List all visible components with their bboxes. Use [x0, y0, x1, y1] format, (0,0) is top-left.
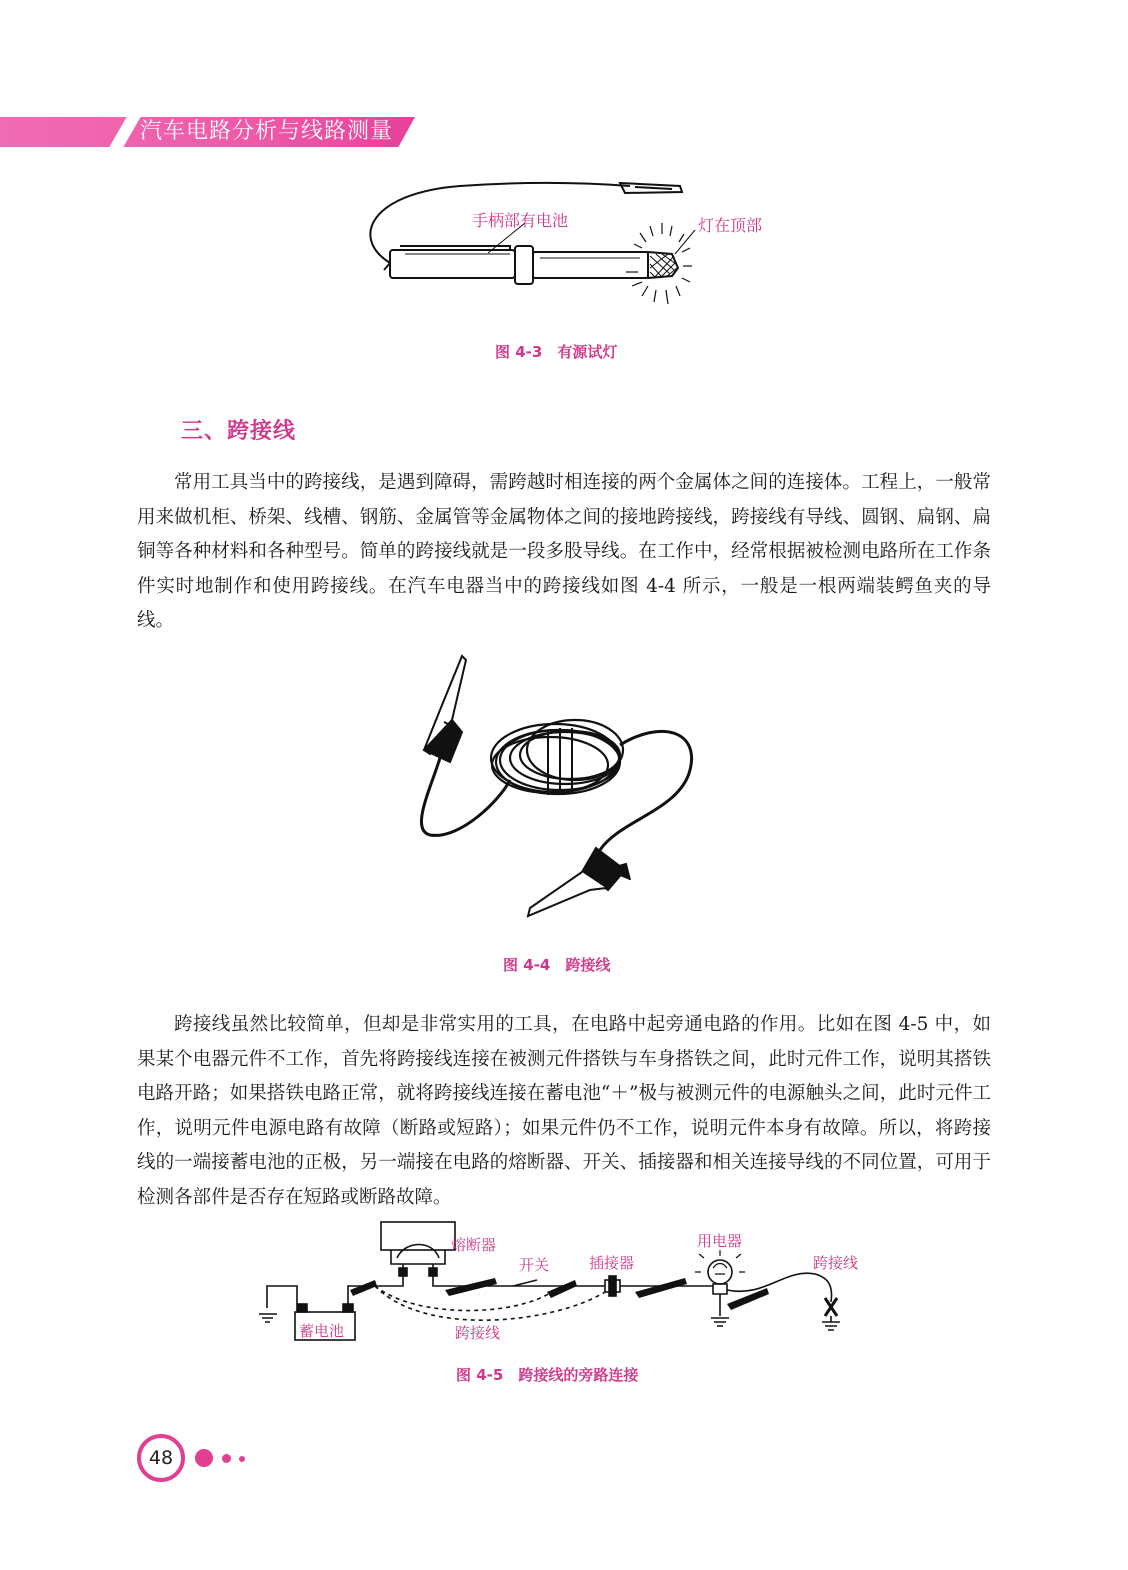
section-heading: 三、跨接线 — [181, 419, 297, 444]
ground-symbol-load — [711, 1318, 729, 1326]
label-switch: 开关 — [519, 1256, 550, 1274]
page-number: 48 — [148, 1447, 174, 1469]
switch-blade — [513, 1280, 537, 1286]
paragraph-jumper-usage: 跨接线虽然比较简单，但却是非常实用的工具，在电路中起旁通电路的作用。比如在图 4-5 中，如果某个电器元件不工作，首先将跨接线连接在被测元件搭铁与车身搭铁之间，此时元件工作，说明其搭铁电路开路；如果搭铁电路正常，就将跨接线连接在蓄电池“＋”极与被测元件的电源触头之间，此时元件工作，说明元件电源电路有故障（断路或短路）；如果元件仍不工作，说明元件本身有故障。所以，将跨接线的一端接蓄电池的正极，另一端接在电路的熔断器、开关、插接器和相关连接导线的不同位置，可用于检测各部件是否存在短路或断路故障。 — [137, 1014, 991, 1208]
label-connector: 插接器 — [589, 1254, 635, 1272]
label-fuse: 熔断器 — [451, 1236, 497, 1254]
label-load: 用电器 — [697, 1232, 743, 1250]
ground-symbol-right — [822, 1322, 840, 1330]
jumper-clips — [350, 1278, 769, 1310]
figure-4-5-caption: 图 4-5 跨接线的旁路连接 — [456, 1366, 639, 1384]
bypass-jumper-dashed-2 — [375, 1286, 605, 1320]
figure-4-3-caption: 图 4-3 有源试灯 — [495, 343, 618, 361]
battery-minus-label: − — [299, 1301, 309, 1314]
figure-4-3-test-lamp — [350, 178, 780, 328]
footer-dot-small — [239, 1456, 245, 1462]
figure-4-5-bypass-diagram — [255, 1218, 875, 1358]
label-jumper-bottom: 跨接线 — [455, 1324, 501, 1342]
paragraph-jumper-definition: 常用工具当中的跨接线，是遇到障碍，需跨越时相连接的两个金属体之间的连接体。工程上，一般常用来做机柜、桥架、线槽、钢筋、金属管等金属物体之间的接地跨接线，跨接线有导线、圆钢、扁钢、扁铜等各种材料和各种型号。简单的跨接线就是一段多股导线。在工作中，经常根据被检测电路所在工作条件实时地制作和使用跨接线。在汽车电器当中的跨接线如图 4-4 所示，一般是一根两端装鳄鱼夹的导线。 — [137, 472, 991, 631]
page-number-badge — [137, 1434, 185, 1482]
label-battery: 蓄电池 — [299, 1322, 345, 1340]
label-jumper-right: 跨接线 — [813, 1254, 859, 1272]
ground-symbol-left — [259, 1314, 277, 1322]
coiled-cable — [491, 720, 623, 794]
label-lamp-top: 灯在顶部 — [698, 216, 763, 235]
running-header-title: 汽车电路分析与线路测量 — [140, 119, 394, 144]
label-handle-battery: 手柄部有电池 — [472, 211, 569, 230]
figure-4-4-caption: 图 4-4 跨接线 — [503, 956, 611, 974]
footer-dot-medium — [222, 1454, 231, 1463]
fuse — [381, 1222, 455, 1250]
battery-plus-label: + — [343, 1301, 353, 1314]
figure-4-4-jumper-wire — [400, 650, 720, 930]
footer-dot-large — [195, 1449, 213, 1467]
